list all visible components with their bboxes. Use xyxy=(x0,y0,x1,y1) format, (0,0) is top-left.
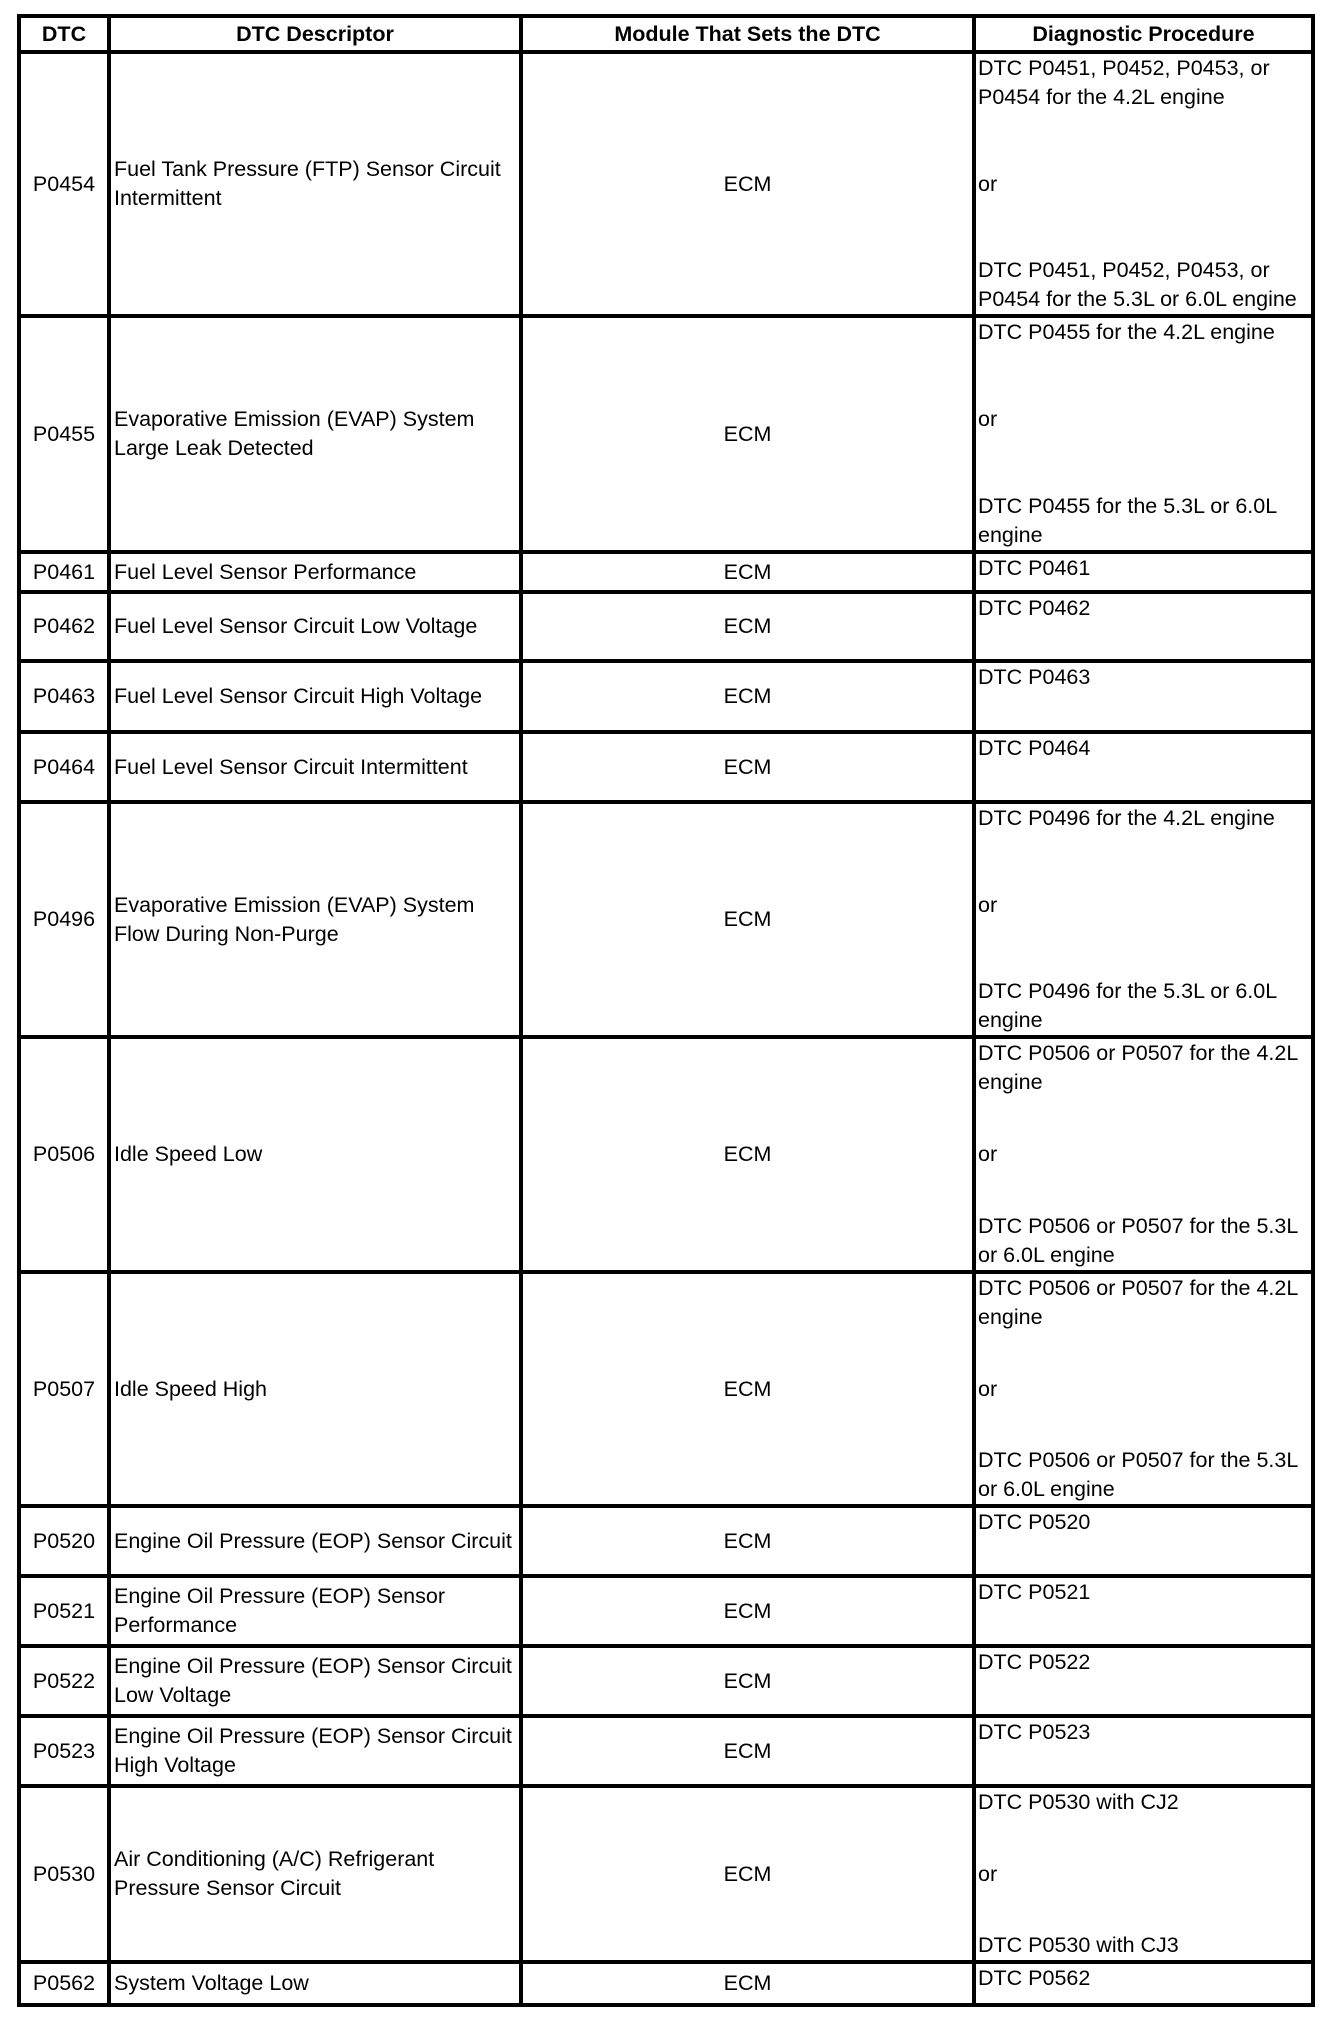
module-cell: ECM xyxy=(521,592,974,661)
dtc-code-cell: P0464 xyxy=(19,732,109,802)
dtc-descriptor-cell: Evaporative Emission (EVAP) System Flow During Non-Purge xyxy=(109,802,521,1037)
module-cell: ECM xyxy=(521,1646,974,1716)
procedure-text: or xyxy=(978,1861,998,1886)
procedure-text-group xyxy=(978,1508,1309,1574)
diagnostic-procedure-cell xyxy=(974,552,1313,592)
procedure-text: or xyxy=(978,1142,998,1166)
dtc-code-cell: P0461 xyxy=(19,552,109,592)
dtc-descriptor-cell: Fuel Level Sensor Circuit Low Voltage xyxy=(109,592,521,661)
diagnostic-procedure-cell xyxy=(974,1037,1313,1272)
diagnostic-procedure-cell xyxy=(974,1716,1313,1786)
dtc-code-cell: P0562 xyxy=(19,1962,109,2005)
diagnostic-procedure-cell xyxy=(974,1786,1313,1962)
procedure-text: DTC P0462 xyxy=(978,596,1091,620)
table-row xyxy=(19,1786,1313,1962)
table-row xyxy=(19,661,1313,732)
diagnostic-procedure-cell xyxy=(974,1272,1313,1506)
dtc-descriptor-cell: Evaporative Emission (EVAP) System Large Leak Detected xyxy=(109,316,521,552)
diagnostic-procedure-cell xyxy=(974,592,1313,661)
dtc-code-cell: P0507 xyxy=(19,1272,109,1506)
table-row xyxy=(19,316,1313,552)
dtc-code-cell: P0454 xyxy=(19,52,109,316)
procedure-text: DTC P0521 xyxy=(978,1580,1091,1604)
table-row xyxy=(19,1037,1313,1272)
dtc-code-cell: P0521 xyxy=(19,1576,109,1646)
procedure-text: or xyxy=(978,892,998,917)
table-row xyxy=(19,1716,1313,1786)
module-cell: ECM xyxy=(521,1272,974,1506)
module-cell: ECM xyxy=(521,802,974,1037)
module-cell: ECM xyxy=(521,1576,974,1646)
table-body xyxy=(19,52,1313,2005)
procedure-text: DTC P0461 xyxy=(978,556,1091,580)
dtc-code-cell: P0496 xyxy=(19,802,109,1037)
procedure-text-group xyxy=(978,318,1309,550)
table-row xyxy=(19,552,1313,592)
dtc-code-cell: P0530 xyxy=(19,1786,109,1962)
module-cell: ECM xyxy=(521,1037,974,1272)
header-dtc: DTC xyxy=(19,16,109,52)
diagnostic-procedure-cell xyxy=(974,661,1313,732)
dtc-descriptor-cell: Fuel Level Sensor Performance xyxy=(109,552,521,592)
diagnostic-procedure-cell xyxy=(974,1506,1313,1576)
diagnostic-procedure-cell xyxy=(974,1576,1313,1646)
procedure-text-group xyxy=(978,804,1309,1035)
procedure-text: DTC P0455 for the 4.2L engine xyxy=(978,320,1275,344)
table-row xyxy=(19,1506,1313,1576)
dtc-descriptor-cell: Engine Oil Pressure (EOP) Sensor Circuit High Voltage xyxy=(109,1716,521,1786)
module-cell: ECM xyxy=(521,1506,974,1576)
header-descriptor: DTC Descriptor xyxy=(109,16,521,52)
dtc-code-cell: P0455 xyxy=(19,316,109,552)
procedure-text: DTC P0520 xyxy=(978,1510,1091,1534)
procedure-text: DTC P0562 xyxy=(978,1966,1091,1990)
module-cell: ECM xyxy=(521,316,974,552)
diagnostic-procedure-cell xyxy=(974,1646,1313,1716)
procedure-text: DTC P0506 or P0507 for the 4.2L engine xyxy=(978,1041,1298,1094)
dtc-descriptor-cell: System Voltage Low xyxy=(109,1962,521,2005)
procedure-text-group xyxy=(978,594,1309,659)
procedure-text: or xyxy=(978,171,998,196)
procedure-text: DTC P0522 xyxy=(978,1650,1091,1674)
dtc-code-cell: P0462 xyxy=(19,592,109,661)
table-row xyxy=(19,732,1313,802)
procedure-text-group xyxy=(978,663,1309,730)
procedure-text: DTC P0451, P0452, P0453, or P0454 for the 4.2L engine xyxy=(978,56,1270,109)
procedure-text-group xyxy=(978,1578,1309,1644)
procedure-text: DTC P0464 xyxy=(978,736,1091,760)
module-cell: ECM xyxy=(521,1786,974,1962)
dtc-descriptor-cell: Idle Speed High xyxy=(109,1272,521,1506)
table-row xyxy=(19,1646,1313,1716)
header-module: Module That Sets the DTC xyxy=(521,16,974,52)
dtc-code-cell: P0506 xyxy=(19,1037,109,1272)
module-cell: ECM xyxy=(521,552,974,592)
procedure-text: DTC P0530 with CJ3 xyxy=(978,1933,1179,1957)
module-cell: ECM xyxy=(521,1962,974,2005)
dtc-descriptor-cell: Engine Oil Pressure (EOP) Sensor Circuit Low Voltage xyxy=(109,1646,521,1716)
procedure-text: DTC P0530 with CJ2 xyxy=(978,1790,1179,1814)
procedure-text: DTC P0496 for the 5.3L or 6.0L engine xyxy=(978,979,1277,1032)
procedure-text: DTC P0506 or P0507 for the 5.3L or 6.0L engine xyxy=(978,1214,1298,1267)
table-row xyxy=(19,1962,1313,2005)
table-header-row xyxy=(19,16,1313,52)
procedure-text: DTC P0506 or P0507 for the 4.2L engine xyxy=(978,1276,1298,1329)
module-cell: ECM xyxy=(521,52,974,316)
procedure-text: DTC P0496 for the 4.2L engine xyxy=(978,806,1275,830)
procedure-text: DTC P0451, P0452, P0453, or P0454 for the 5.3L or 6.0L engine xyxy=(978,258,1297,311)
module-cell: ECM xyxy=(521,661,974,732)
table-row xyxy=(19,1272,1313,1506)
procedure-text-group xyxy=(978,54,1309,314)
dtc-descriptor-cell: Air Conditioning (A/C) Refrigerant Pressure Sensor Circuit xyxy=(109,1786,521,1962)
procedure-text-group xyxy=(978,554,1309,590)
procedure-text: DTC P0455 for the 5.3L or 6.0L engine xyxy=(978,494,1277,547)
procedure-text: or xyxy=(978,407,998,431)
module-cell: ECM xyxy=(521,732,974,802)
dtc-code-cell: P0523 xyxy=(19,1716,109,1786)
header-procedure: Diagnostic Procedure xyxy=(974,16,1313,52)
diagnostic-procedure-cell xyxy=(974,1962,1313,2005)
procedure-text-group xyxy=(978,1648,1309,1714)
dtc-code-cell: P0520 xyxy=(19,1506,109,1576)
dtc-descriptor-cell: Fuel Level Sensor Circuit High Voltage xyxy=(109,661,521,732)
table-row xyxy=(19,592,1313,661)
dtc-descriptor-cell: Engine Oil Pressure (EOP) Sensor Circuit xyxy=(109,1506,521,1576)
dtc-descriptor-cell: Idle Speed Low xyxy=(109,1037,521,1272)
procedure-text-group xyxy=(978,734,1309,800)
procedure-text-group xyxy=(978,1964,1309,2003)
dtc-code-cell: P0522 xyxy=(19,1646,109,1716)
diagnostic-procedure-cell xyxy=(974,316,1313,552)
dtc-descriptor-cell: Engine Oil Pressure (EOP) Sensor Performance xyxy=(109,1576,521,1646)
diagnostic-procedure-cell xyxy=(974,52,1313,316)
table-row xyxy=(19,52,1313,316)
diagnostic-procedure-cell xyxy=(974,802,1313,1037)
procedure-text: DTC P0523 xyxy=(978,1720,1091,1744)
table-row xyxy=(19,802,1313,1037)
diagnostic-procedure-cell xyxy=(974,732,1313,802)
module-cell: ECM xyxy=(521,1716,974,1786)
procedure-text: or xyxy=(978,1376,998,1401)
procedure-text: DTC P0463 xyxy=(978,665,1091,689)
procedure-text-group xyxy=(978,1718,1309,1784)
procedure-text: DTC P0506 or P0507 for the 5.3L or 6.0L engine xyxy=(978,1448,1298,1501)
dtc-descriptor-cell: Fuel Tank Pressure (FTP) Sensor Circuit Intermittent xyxy=(109,52,521,316)
dtc-descriptor-cell: Fuel Level Sensor Circuit Intermittent xyxy=(109,732,521,802)
procedure-text-group xyxy=(978,1274,1309,1504)
procedure-text-group xyxy=(978,1039,1309,1270)
dtc-table xyxy=(17,14,1315,2007)
table-row xyxy=(19,1576,1313,1646)
procedure-text-group xyxy=(978,1788,1309,1960)
dtc-code-cell: P0463 xyxy=(19,661,109,732)
